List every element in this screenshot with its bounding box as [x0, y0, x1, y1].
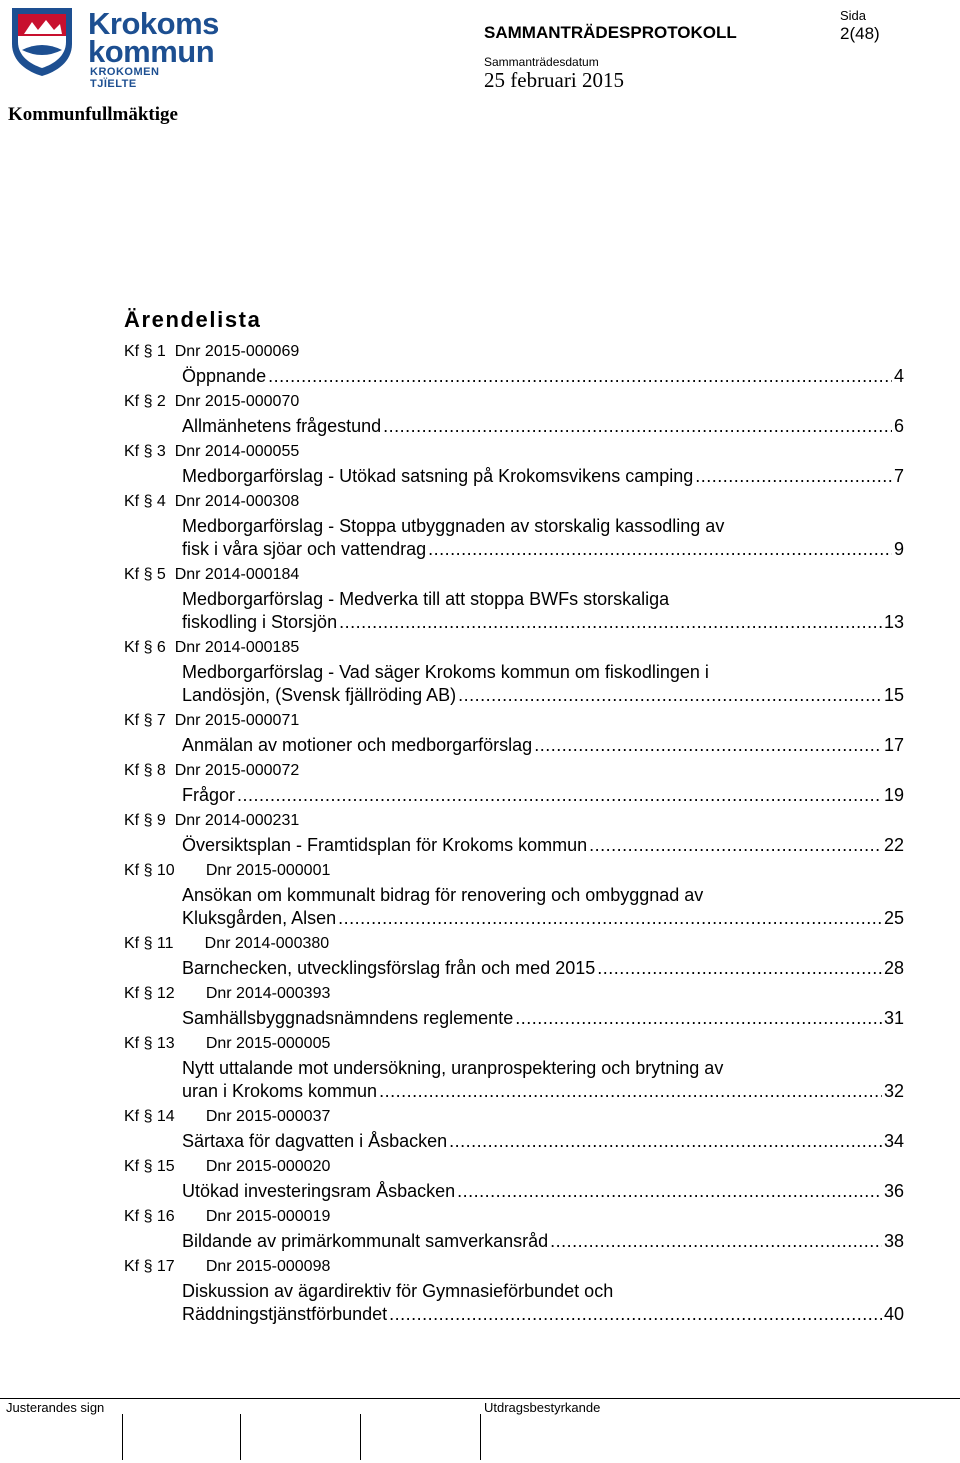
item-reference: Kf § 10 Dnr 2015-000001: [124, 862, 331, 879]
toc-line[interactable]: [182, 835, 904, 856]
item-reference: Kf § 12 Dnr 2014-000393: [124, 985, 331, 1002]
toc-line[interactable]: [182, 1231, 904, 1252]
item-reference: Kf § 9 Dnr 2014-000231: [124, 812, 300, 829]
dot-leader: [589, 835, 882, 856]
dot-leader: [237, 785, 882, 806]
item-page-number: 15: [883, 685, 904, 705]
dot-leader: [597, 958, 882, 979]
sign-box-2: [240, 1414, 241, 1460]
item-title: Räddningstjänstförbundet: [182, 1304, 388, 1324]
toc-line[interactable]: [182, 785, 904, 806]
toc-line[interactable]: [182, 958, 904, 979]
item-page-number: 31: [883, 1008, 904, 1028]
dot-leader: [550, 1231, 882, 1252]
toc-line[interactable]: [182, 539, 904, 560]
toc-line[interactable]: [182, 1181, 904, 1202]
item-title: Utökad investeringsram Åsbacken: [182, 1181, 456, 1201]
item-title: uran i Krokoms kommun: [182, 1081, 378, 1101]
item-title: fisk i våra sjöar och vattendrag: [182, 539, 427, 559]
item-title-line: Medborgarförslag - Medverka till att stoppa BWFs storskaliga: [182, 589, 670, 609]
item-page-number: 32: [883, 1081, 904, 1101]
toc-line[interactable]: [182, 1304, 904, 1325]
item-title: Bildande av primärkommunalt samverkansråd: [182, 1231, 549, 1251]
item-reference: Kf § 5 Dnr 2014-000184: [124, 566, 300, 583]
item-page-number: 28: [883, 958, 904, 978]
toc-line[interactable]: [182, 416, 904, 437]
extract-label: Utdragsbestyrkande: [484, 1400, 601, 1415]
meeting-date: 25 februari 2015: [484, 68, 624, 92]
dot-leader: [379, 1081, 882, 1102]
item-page-number: 13: [883, 612, 904, 632]
item-title: Medborgarförslag - Utökad satsning på Krokomsvikens camping: [182, 466, 694, 486]
item-page-number: 40: [883, 1304, 904, 1324]
item-title: Samhällsbyggnadsnämndens reglemente: [182, 1008, 514, 1028]
extract-box: [480, 1414, 481, 1460]
item-page-number: 4: [893, 366, 904, 386]
item-title-line: Nytt uttalande mot undersökning, uranprospektering och brytning av: [182, 1058, 724, 1078]
item-reference: Kf § 14 Dnr 2015-000037: [124, 1108, 331, 1125]
toc-line[interactable]: [182, 366, 904, 387]
org-name-sami: KROKOMEN TJÏELTE: [90, 66, 160, 90]
item-page-number: 36: [883, 1181, 904, 1201]
item-reference: Kf § 6 Dnr 2014-000185: [124, 639, 300, 656]
item-title: fiskodling i Storsjön: [182, 612, 338, 632]
item-reference: Kf § 8 Dnr 2015-000072: [124, 762, 300, 779]
item-title: Särtaxa för dagvatten i Åsbacken: [182, 1131, 448, 1151]
toc-line[interactable]: [182, 735, 904, 756]
item-reference: Kf § 17 Dnr 2015-000098: [124, 1258, 331, 1275]
item-page-number: 6: [893, 416, 904, 436]
dot-leader: [515, 1008, 882, 1029]
sign-label: Justerandes sign: [6, 1400, 105, 1415]
item-title: Kluksgården, Alsen: [182, 908, 337, 928]
sign-box-1: [122, 1414, 123, 1460]
dot-leader: [383, 416, 892, 437]
governing-body: Kommunfullmäktige: [8, 104, 178, 125]
item-page-number: 34: [883, 1131, 904, 1151]
item-page-number: 17: [883, 735, 904, 755]
page-footer: [0, 1398, 960, 1463]
dot-leader: [695, 466, 892, 487]
sign-box-3: [360, 1414, 361, 1460]
item-title: Landösjön, (Svensk fjällröding AB): [182, 685, 457, 705]
item-title: Anmälan av motioner och medborgarförslag: [182, 735, 533, 755]
item-reference: Kf § 11 Dnr 2014-000380: [124, 935, 330, 952]
item-reference: Kf § 2 Dnr 2015-000070: [124, 393, 300, 410]
item-title-line: Diskussion av ägardirektiv för Gymnasieförbundet och: [182, 1281, 614, 1301]
municipality-logo: [8, 4, 219, 90]
item-page-number: 7: [893, 466, 904, 486]
item-page-number: 25: [883, 908, 904, 928]
item-title-line: Ansökan om kommunalt bidrag för renovering och ombyggnad av: [182, 885, 704, 905]
item-title: Frågor: [182, 785, 236, 805]
item-reference: Kf § 3 Dnr 2014-000055: [124, 443, 300, 460]
item-reference: Kf § 1 Dnr 2015-000069: [124, 343, 300, 360]
item-title-line: Medborgarförslag - Vad säger Krokoms kommun om fiskodlingen i: [182, 662, 709, 682]
dot-leader: [458, 685, 882, 706]
page-number: 2(48): [840, 24, 880, 43]
dot-leader: [457, 1181, 882, 1202]
dot-leader: [389, 1304, 882, 1325]
toc-line[interactable]: [182, 685, 904, 706]
org-name-line2: kommun: [88, 34, 215, 69]
item-title: Barnchecken, utvecklingsförslag från och med 2015: [182, 958, 596, 978]
dot-leader: [339, 612, 882, 633]
agenda-title: Ärendelista: [124, 307, 262, 332]
toc-line[interactable]: [182, 1131, 904, 1152]
dot-leader: [338, 908, 882, 929]
toc-line[interactable]: [182, 908, 904, 929]
item-title: Allmänhetens frågestund: [182, 416, 382, 436]
item-reference: Kf § 7 Dnr 2015-000071: [124, 712, 300, 729]
item-title: Översiktsplan - Framtidsplan för Krokoms kommun: [182, 835, 588, 855]
toc-line[interactable]: [182, 466, 904, 487]
item-page-number: 19: [883, 785, 904, 805]
page-label: Sida: [840, 8, 867, 23]
toc-line[interactable]: [182, 1008, 904, 1029]
dot-leader: [268, 366, 892, 387]
item-reference: Kf § 13 Dnr 2015-000005: [124, 1035, 331, 1052]
item-page-number: 9: [893, 539, 904, 559]
item-reference: Kf § 15 Dnr 2015-000020: [124, 1158, 331, 1175]
item-title-line: Medborgarförslag - Stoppa utbyggnaden av storskalig kassodling av: [182, 516, 725, 536]
item-title: Öppnande: [182, 366, 267, 386]
org-name-line1: Krokoms: [88, 6, 219, 41]
document-type: SAMMANTRÄDESPROTOKOLL: [484, 23, 737, 42]
dot-leader: [428, 539, 892, 560]
item-reference: Kf § 16 Dnr 2015-000019: [124, 1208, 331, 1225]
dot-leader: [534, 735, 882, 756]
toc-line[interactable]: [182, 1081, 904, 1102]
dot-leader: [449, 1131, 882, 1152]
meeting-date-label: Sammanträdesdatum: [484, 55, 599, 69]
item-page-number: 38: [883, 1231, 904, 1251]
item-page-number: 22: [883, 835, 904, 855]
item-reference: Kf § 4 Dnr 2014-000308: [124, 493, 300, 510]
footer-divider: [0, 1398, 960, 1399]
toc-line[interactable]: [182, 612, 904, 633]
coat-of-arms-icon: [8, 4, 76, 78]
